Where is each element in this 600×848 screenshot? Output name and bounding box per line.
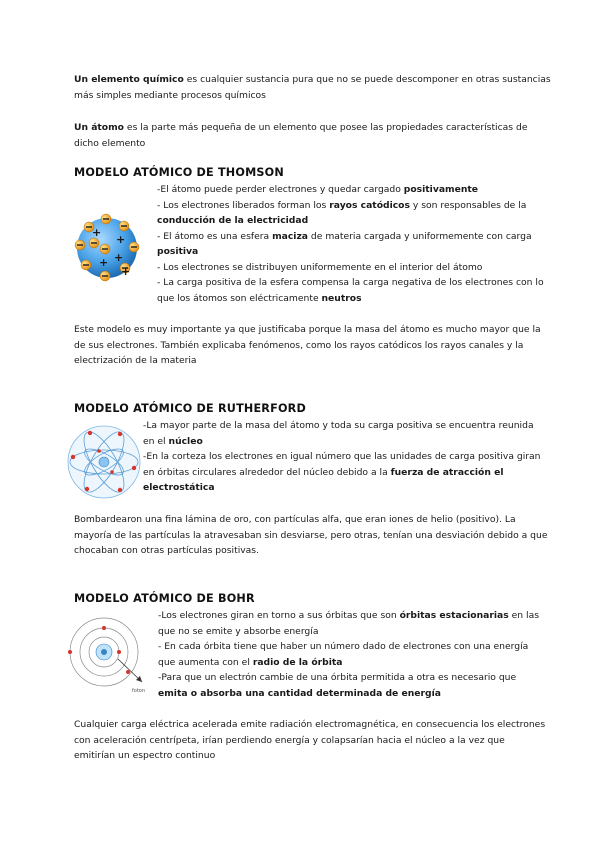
bohr-heading: MODELO ATÓMICO DE BOHR (74, 592, 255, 605)
svg-text:+: + (116, 233, 126, 246)
term-elemento-quimico: Un elemento químico (74, 74, 184, 85)
bohr-paragraph: Cualquier carga eléctrica acelerada emite radiación electromagnética, en consecuencia los electrones con aceleración centrípeta, irían perdiendo energía y colapsarían hacia el núcleo a la vez que emitirían un espectro continuo (74, 719, 546, 761)
thomson-paragraph: Este modelo es muy importante ya que justificaba porque la masa del átomo es mucho mayor que la de sus electrones. También explicaba fenómenos, como los rayos catódicos los rayos canales y la electrización de la materia (74, 324, 541, 366)
bohr-atom-icon (68, 614, 158, 694)
rutherford-atom-icon (66, 424, 142, 500)
thomson-atom-icon (72, 213, 142, 283)
term-atomo: Un átomo (74, 122, 124, 133)
thomson-bullets: -El átomo puede perder electrones y quedar cargado positivamente - Los electrones liberados forman los rayos catódicos y son responsables de la conducción de la electricidad - El átomo es una esfera maciza de materia cargada y uniformemente con carga positiva - Los electrones se distribuyen uniformemente en el interior del átomo - La carga positiva de la esfera compensa la carga negativa de los electrones con lo que los átomos son eléctricamente neutros (157, 184, 544, 304)
svg-text:foton: foton (132, 688, 146, 694)
intro-paragraph-2: Un átomo es la parte más pequeña de un elemento que posee las propiedades características de dicho elemento (74, 122, 528, 149)
svg-text:+: + (92, 226, 102, 239)
bohr-bullets: -Los electrones giran en torno a sus órbitas que son órbitas estacionarias en las que no se emite y absorbe energía - En cada órbita tiene que haber un número dado de electrones con una energía que aumenta con el radio de la órbita -Para que un electrón cambie de una órbita permitida a otra es necesario que emita o absorba una cantidad determinada de energía (158, 610, 540, 699)
intro-paragraph-1: Un elemento químico es cualquier sustancia pura que no se puede descomponer en otras sustancias más simples mediante procesos químicos (74, 74, 551, 101)
svg-text:+: + (99, 256, 109, 269)
rutherford-bullets: -La mayor parte de la masa del átomo y toda su carga positiva se encuentra reunida en el núcleo -En la corteza los electrones en igual número que las unidades de carga positiva giran en órbitas circulares alrededor del núcleo debido a la fuerza de atracción el electrostática (143, 420, 541, 493)
rutherford-paragraph: Bombardearon una fina lámina de oro, con partículas alfa, que eran iones de helio (positivo). La mayoría de las partículas la atravesaban sin desviarse, pero otras, tenían una desviación debido a que chocaban con otras partículas positivas. (74, 514, 548, 556)
svg-text:+: + (121, 265, 131, 278)
rutherford-heading: MODELO ATÓMICO DE RUTHERFORD (74, 402, 306, 415)
thomson-heading: MODELO ATÓMICO DE THOMSON (74, 166, 284, 179)
svg-text:+: + (114, 251, 124, 264)
